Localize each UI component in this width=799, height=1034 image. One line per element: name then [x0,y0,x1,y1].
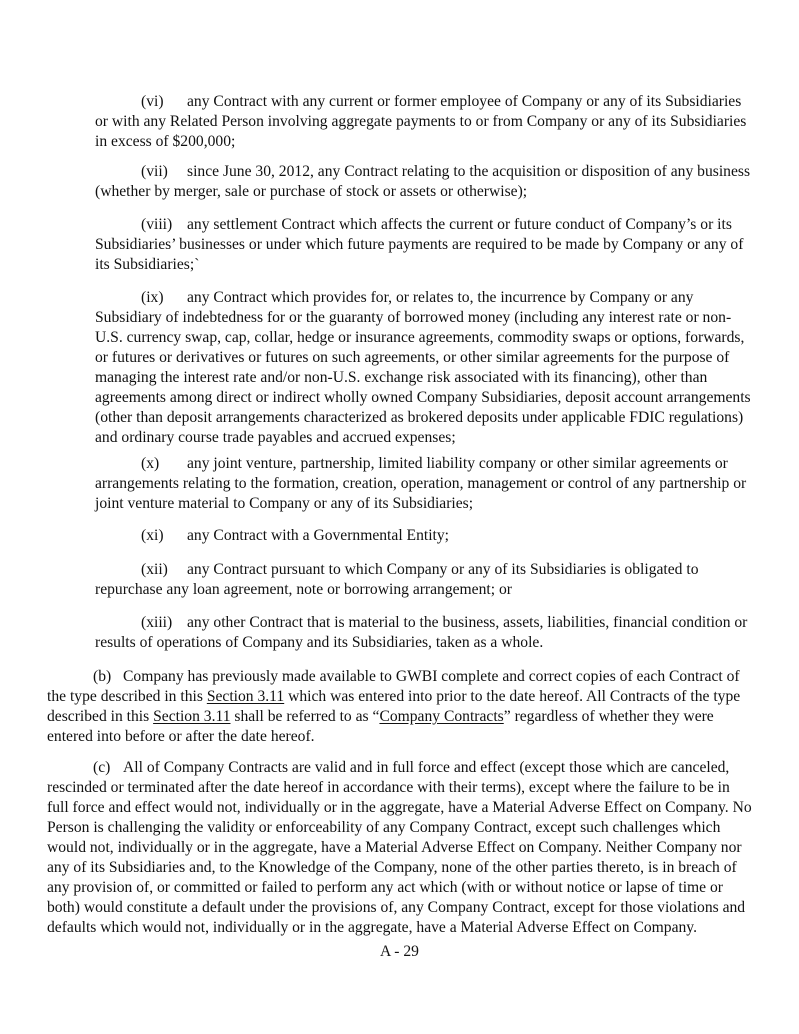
clause-text: any Contract pursuant to which Company or any of its Subsidiaries is obligated to repurchase any loan agreement, note or borrowing arrangement; or [95,561,699,598]
clause-number: (xiii) [141,614,173,631]
clause-viii [95,215,753,275]
clause-text: any other Contract that is material to the business, assets, liabilities, financial condition or results of operations of Company and its Subsidiaries, taken as a whole. [95,614,748,651]
clause-text: since June 30, 2012, any Contract relating to the acquisition or disposition of any business (whether by merger, sale or purchase of stock or assets or otherwise); [95,163,751,200]
clause-number: (x) [141,455,160,472]
paragraph-number: (b) [93,668,112,685]
paragraph-c [47,758,753,938]
clause-number: (vi) [141,93,164,110]
page-number: A - 29 [380,943,419,960]
paragraph-text: shall be referred to as “ [230,708,380,725]
clause-ix [95,288,753,448]
paragraph-text: ” regardless of whether they were entered into before or after the date hereof. [47,708,714,745]
clause-vi [95,92,753,152]
clause-x [95,454,753,514]
section-reference: Section 3.11 [206,688,285,705]
clause-text: any Contract with a Governmental Entity; [187,527,449,544]
paragraph-text: All of Company Contracts are valid and in full force and effect (except those which are canceled, rescinded or terminated after the date hereof in accordance with their terms), except where the failure to be in full force and effect would not, individually or in the aggregate, have a Material Adverse Effect on Company. No Person is challenging the validity or enforceability of any Company Contract, except such challenges which would not, individually or in the aggregate, have a Material Adverse Effect on Company. Neither Company nor any of its Subsidiaries and, to the Knowledge of the Company, none of the other parties thereto, is in breach of any provision of, or committed or failed to perform any act which (with or without notice or lapse of time or both) would constitute a default under the provisions of, any Company Contract, except for those violations and defaults which would not, individually or in the aggregate, have a Material Adverse Effect on Company. [47,759,752,936]
clause-number: (viii) [141,216,173,233]
paragraph-text: Company has previously made available to GWBI complete and correct copies of each Contract of the type described in this [47,668,740,705]
clause-xiii [95,613,753,653]
clause-xi [95,526,753,546]
paragraph-text: which was entered into prior to the date hereof. All Contracts of the type described in this [47,688,741,725]
clause-number: (xii) [141,561,168,578]
clause-text: any joint venture, partnership, limited liability company or other similar agreements or arrangements relating to the formation, creation, operation, management or control of any partnership or joint venture material to Company or any of its Subsidiaries; [95,455,747,512]
clause-text: any settlement Contract which affects the current or future conduct of Company’s or its Subsidiaries’ businesses or under which future payments are required to be made by Company or any of its Subsidiaries;` [95,216,744,273]
clause-number: (xi) [141,527,164,544]
clause-number: (vii) [141,163,168,180]
clause-text: any Contract which provides for, or relates to, the incurrence by Company or any Subsidiary of indebtedness for or the guaranty of borrowed money (including any interest rate or non-U.S. currency swap, cap, collar, hedge or insurance agreements, commodity swaps or options, forwards, or futures or derivatives or futures on such agreements, or other similar agreements for the purpose of managing the interest rate and/or non-U.S. exchange risk associated with its financing), other than agreements among direct or indirect wholly owned Company Subsidiaries, deposit account arrangements (other than deposit arrangements characterized as brokered deposits under applicable FDIC regulations) and ordinary course trade payables and accrued expenses; [95,289,751,446]
section-reference: Section 3.11 [153,708,231,725]
paragraph-number: (c) [93,759,111,776]
defined-term: Company Contracts [379,708,504,725]
clause-xii [95,560,753,600]
clause-vii [95,162,753,202]
clause-number: (ix) [141,289,164,306]
clause-text: any Contract with any current or former employee of Company or any of its Subsidiaries or with any Related Person involving aggregate payments to or from Company or any of its Subsidiaries in excess of $200,000; [95,93,747,150]
paragraph-b [47,667,753,747]
